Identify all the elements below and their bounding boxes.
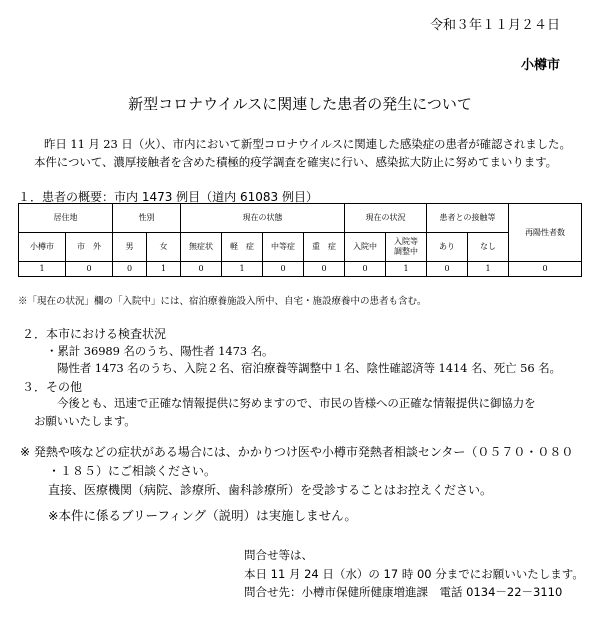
value-contact-no: 1 [468, 262, 509, 277]
value-outside: 0 [66, 262, 113, 277]
testing-breakdown-line: 陽性者 1473 名のうち、入院２名、宿泊療養等調整中１名、陰性確認済等 1414 名、死亡 56 名。 [57, 361, 561, 375]
value-female: 1 [147, 262, 181, 277]
other-line-2: お願いいたします。 [34, 414, 136, 428]
sub-adjusting-line-1: 入院等 [394, 237, 418, 247]
sub-contact-no: なし [468, 233, 509, 262]
value-repositive: 0 [509, 262, 582, 277]
sub-adjusting-line-2: 調整中 [394, 247, 418, 256]
sub-female: 女 [147, 233, 181, 262]
sub-asymptomatic: 無症状 [181, 233, 222, 262]
section-1-heading: １．患者の概要：市内 1473 例目（道内 61083 例目） [18, 190, 318, 204]
contact-info: 問合せ先：小樽市保健所健康増進課 電話 0134－22－3110 [244, 585, 563, 599]
contact-deadline: 本日 11 月 24 日（水）の 17 時 00 分までにお願いいたします。 [244, 567, 584, 581]
value-otaru: 1 [19, 262, 66, 277]
other-line-1: 今後とも、迅速で正確な情報提供に努めますので、市民の皆様への正確な情報提供に御協力を [57, 396, 536, 410]
table-sub-header-row [19, 233, 582, 262]
briefing-notice: ※本件に係るブリーフィング（説明）は実施しません。 [48, 508, 357, 523]
sub-contact-yes: あり [427, 233, 468, 262]
notice-line-3: 直接、医療機関（病院、診療所、歯科診療所）を受診することはお控えください。 [48, 483, 493, 497]
header-sex: 性別 [113, 204, 181, 233]
sub-severe: 重 症 [304, 233, 345, 262]
document-title: 新型コロナウイルスに関連した患者の発生について [128, 95, 472, 113]
table-group-header-row [19, 204, 582, 233]
sub-adjusting [386, 233, 427, 262]
value-moderate: 0 [263, 262, 304, 277]
header-repositive: 再陽性者数 [509, 204, 582, 262]
patient-summary-table [18, 203, 582, 277]
header-status: 現在の状況 [345, 204, 427, 233]
table-value-row [19, 262, 582, 277]
sub-otaru: 小樽市 [19, 233, 66, 262]
sub-hospitalized: 入院中 [345, 233, 386, 262]
document-date: 令和３年１１月２４日 [429, 18, 560, 33]
sub-moderate: 中等症 [263, 233, 304, 262]
value-male: 0 [113, 262, 147, 277]
intro-line-2: 本件について、濃厚接触者を含めた積極的疫学調査を確実に行い、感染拡大防止に努めてまいります。 [34, 155, 558, 169]
section-3-heading: ３．その他 [22, 380, 83, 394]
notice-line-2: ・１８５）にご相談ください。 [48, 464, 217, 478]
intro-line-1: 昨日 11 月 23 日（火）、市内において新型コロナウイルスに関連した感染症の患者が確認されました。 [44, 137, 571, 151]
value-hospitalized: 0 [345, 262, 386, 277]
header-contact: 患者との接触等 [427, 204, 509, 233]
value-severe: 0 [304, 262, 345, 277]
notice-line-1: ※ 発熱や咳などの症状がある場合には、かかりつけ医や小樽市発熱者相談センター（０５７０・０８０ [20, 445, 574, 459]
value-asymptomatic: 0 [181, 262, 222, 277]
sub-outside: 市 外 [66, 233, 113, 262]
header-condition: 現在の状態 [181, 204, 345, 233]
testing-total-line: ・累計 36989 名のうち、陽性者 1473 名。 [46, 344, 274, 358]
contact-line-1: 問合せ等は、 [244, 548, 313, 562]
sub-male: 男 [113, 233, 147, 262]
section-2-heading: ２．本市における検査状況 [22, 327, 167, 341]
value-adjusting: 1 [386, 262, 427, 277]
sub-mild: 軽 症 [222, 233, 263, 262]
value-mild: 1 [222, 262, 263, 277]
header-residence: 居住地 [19, 204, 113, 233]
value-contact-yes: 0 [427, 262, 468, 277]
issuer-city: 小樽市 [520, 58, 560, 73]
table-footnote: ※「現在の状況」欄の「入院中」には、宿泊療養施設入所中、自宅・施設療養中の患者も含む。 [18, 296, 427, 307]
